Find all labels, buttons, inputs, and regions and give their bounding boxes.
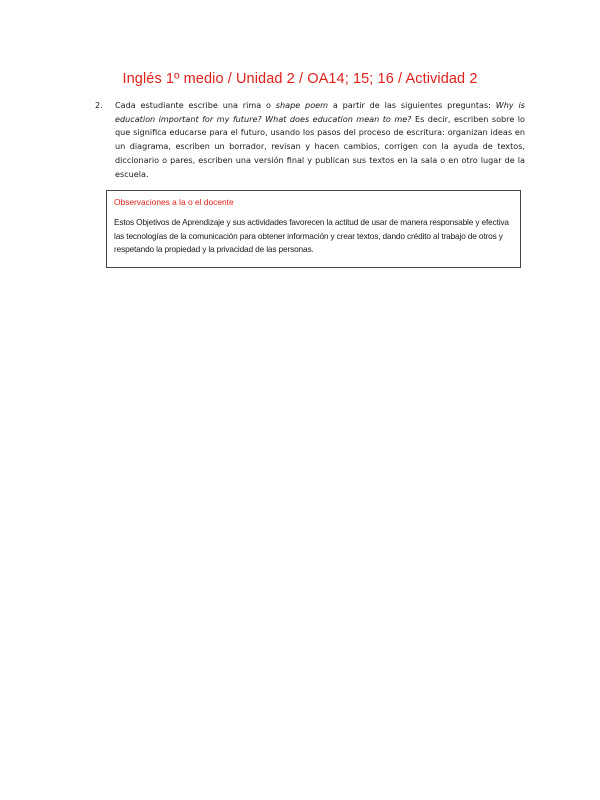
activity-text-part-2: a partir de las siguientes preguntas: <box>328 100 496 110</box>
observations-heading: Observaciones a la o el docente <box>114 197 234 207</box>
activity-italic-questions: Why is education important for my future? What does education mean to me? <box>115 100 525 124</box>
activity-text <box>115 99 525 181</box>
activity-item <box>95 99 525 181</box>
observations-box <box>106 190 521 268</box>
activity-text-part-1: Cada estudiante escribe una rima o <box>115 100 276 110</box>
activity-text-part-3: Es decir, escriben sobre lo que significa educarse para el futuro, usando los pasos del proceso de escritura: organizan ideas en un diagrama, escriben un borrador, revisan y hacen cambios, corrigen con la ayuda de textos, diccionario o pares, escriben una versión final y publican sus textos en la sala o en otro lugar de la escuela. <box>115 113 525 179</box>
activity-italic-shape-poem: shape poem <box>275 100 329 110</box>
observations-text: Estos Objetivos de Aprendizaje y sus actividades favorecen la actitud de usar de manera responsable y efectiva las tecnologías de la comunicación para obtener información y crear textos, dando crédito al trabajo de otros y respetando la propiedad y la privacidad de las personas. <box>114 217 509 254</box>
activity-number: 2. <box>95 100 103 110</box>
page-title: Inglés 1º medio / Unidad 2 / OA14; 15; 16 / Actividad 2 <box>122 71 478 87</box>
